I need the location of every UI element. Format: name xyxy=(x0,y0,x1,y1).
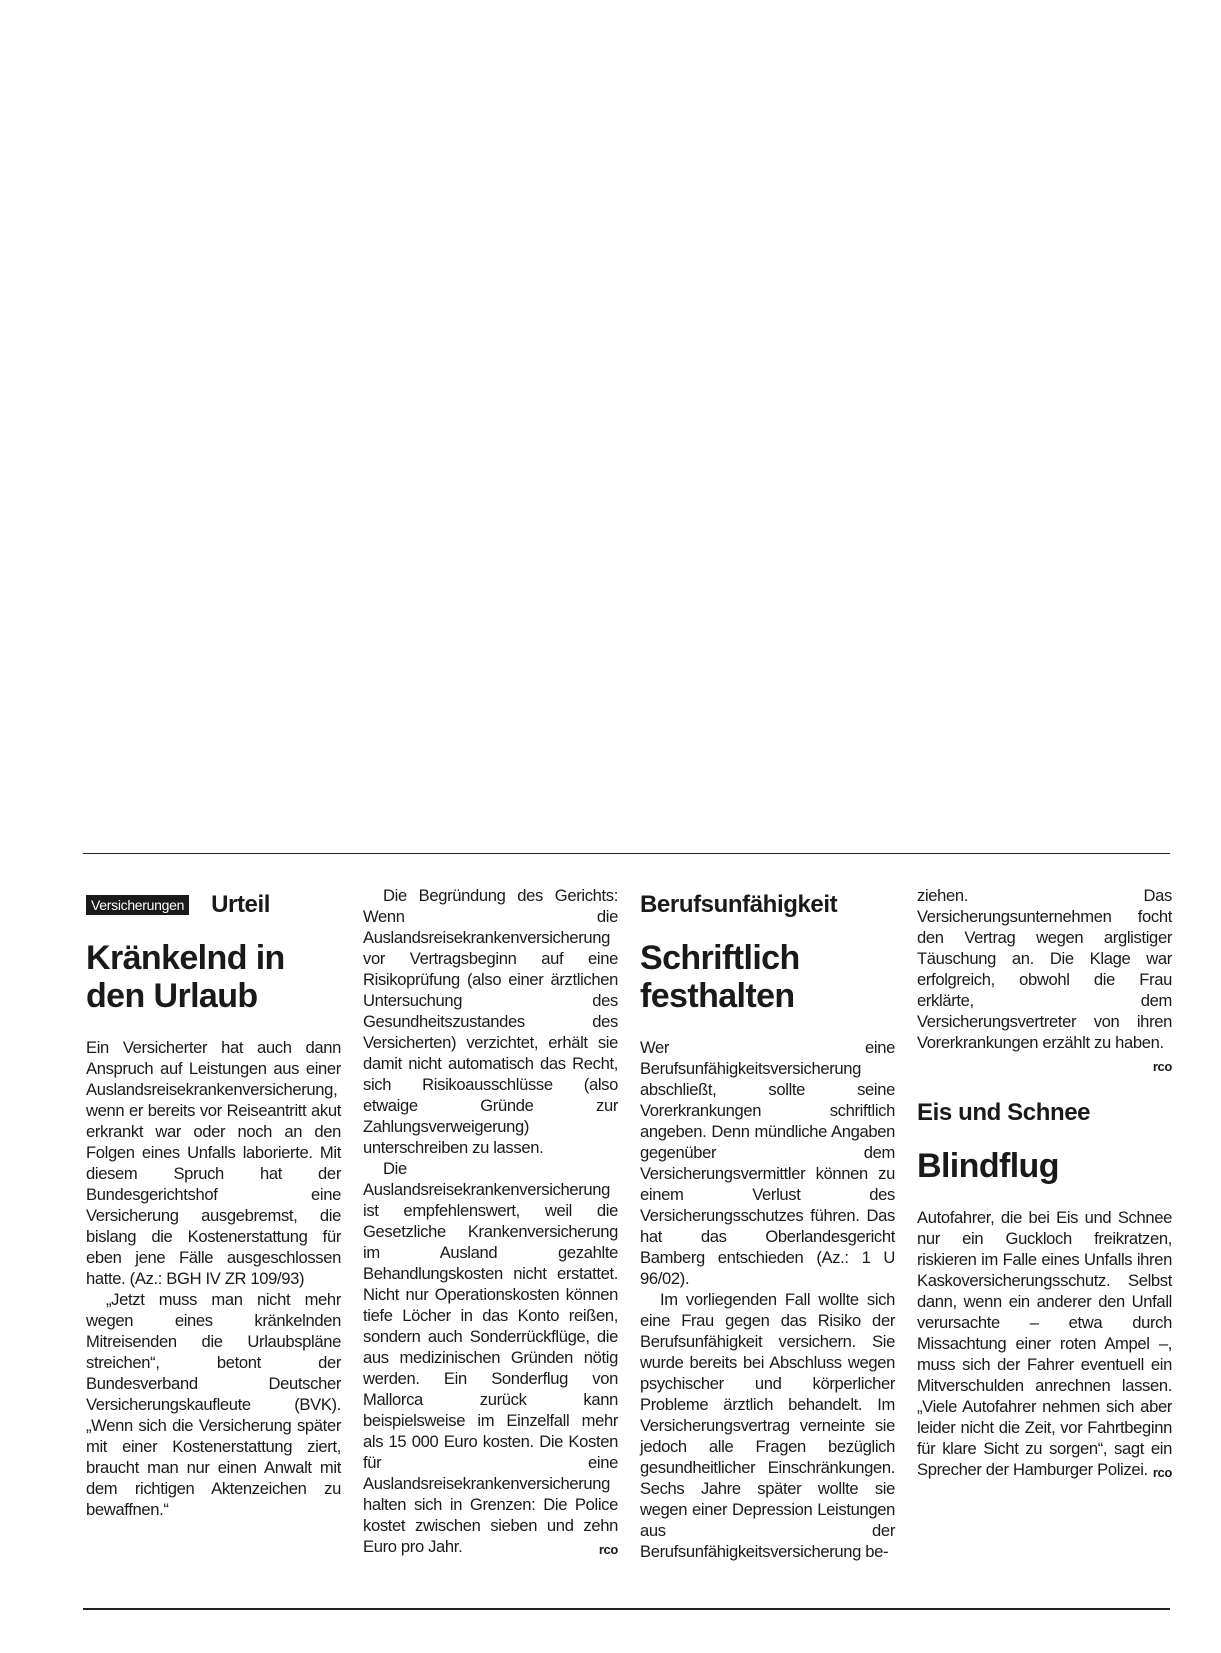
article-2-headline-line-2: festhalten xyxy=(640,977,795,1015)
column-4 xyxy=(917,885,1172,1483)
article-2-kicker: Berufsunfähigkeit xyxy=(640,891,838,918)
article-3-kicker-row xyxy=(917,1093,1172,1133)
article-3-paragraph-1-text: Autofahrer, die bei Eis und Schnee nur ein Guckloch freikratzen, riskieren im Falle eines Unfalls ihren Kaskoversicherungsschutz. Selbst dann, wenn ein anderer den Unfall verursachte – etwa durch Missachtung einer roten Ampel –, muss sich der Fahrer eventuell ein Mitverschulden anrechnen lassen. „Viele Autofahrer nehmen sich aber leider nicht die Zeit, vor Fahrtbeginn für klare Sicht zu sorgen“, sagt ein Sprecher der Hamburger Polizei. xyxy=(917,1208,1172,1479)
article-2-body-continued xyxy=(917,885,1172,1074)
column-1 xyxy=(86,885,341,1520)
article-1-paragraph-3: Die Begründung des Gerichts: Wenn die Auslandsreisekrankenversicherung vor Vertragsbeginn auf eine Risikoprüfung (also einer ärztlichen Untersuchung des Gesundheitszustandes des Versicherten) verzichtet, erhält sie damit nicht automatisch das Recht, sich Risikoausschlüsse (also etwaige Gründe zur Zahlungsverweigerung) unterschreiben zu lassen. xyxy=(363,886,618,1157)
column-3 xyxy=(640,885,895,1562)
article-1-kicker-row xyxy=(86,885,341,925)
article-2-headline-line-1: Schriftlich xyxy=(640,939,800,977)
article-2-paragraph-3-text: ziehen. Das Versicherungsunternehmen focht den Vertrag wegen arglistiger Täuschung an. Die Klage war erfolgreich, obwohl die Frau erklärte, dem Versicherungsvertreter von ihren Vorerkrankungen erzählt zu haben. xyxy=(917,886,1172,1052)
article-3-headline: Blindflug xyxy=(917,1147,1059,1185)
article-2-body xyxy=(640,1037,895,1562)
article-1-kicker: Urteil xyxy=(211,891,271,918)
bottom-divider xyxy=(83,1608,1170,1610)
article-3-paragraph-1 xyxy=(917,1207,1172,1480)
article-1-headline-line-1: Kränkelnd in xyxy=(86,939,285,977)
article-1-body-continued xyxy=(363,885,618,1557)
article-1-paragraph-4 xyxy=(363,1158,618,1557)
article-2-paragraph-3 xyxy=(917,885,1172,1074)
article-3-kicker: Eis und Schnee xyxy=(917,1099,1091,1126)
article-3-signature: rco xyxy=(1152,1465,1172,1480)
article-1-headline xyxy=(86,939,341,1015)
article-1-body xyxy=(86,1037,341,1520)
article-1-signature: rco xyxy=(598,1542,618,1557)
article-1-paragraph-2: „Jetzt muss man nicht mehr wegen eines kränkelnden Mitreisenden die Urlaubspläne streichen“, betont der Bundesverband Deutscher Versicherungskaufleute (BVK). „Wenn sich die Versicherung später mit einer Kostenerstattung ziert, braucht man nur einen Anwalt mit dem richtigen Aktenzeichen zu bewaffnen.“ xyxy=(86,1290,341,1519)
article-3-body xyxy=(917,1207,1172,1480)
article-2-paragraph-1: Wer eine Berufsunfähigkeitsversicherung abschließt, sollte seine Vorerkrankungen schriftlich angeben. Denn mündliche Angaben gegenüber dem Versicherungsvermittler können zu einem Verlust des Versicherungsschutzes führen. Das hat das Oberlandesgericht Bamberg entschieden (Az.: 1 U 96/02). xyxy=(640,1038,895,1288)
top-divider xyxy=(83,853,1170,854)
article-1-headline-line-2: den Urlaub xyxy=(86,977,258,1015)
column-2 xyxy=(363,885,618,1560)
article-2-headline xyxy=(640,939,895,1015)
article-2-signature: rco xyxy=(1152,1059,1172,1074)
section-tag: Versicherungen xyxy=(86,895,189,915)
article-2-kicker-row xyxy=(640,885,895,925)
article-2-paragraph-2: Im vorliegenden Fall wollte sich eine Frau gegen das Risiko der Berufsunfähigkeit versichern. Sie wurde bereits bei Abschluss wegen psychischer und körperlicher Probleme ärztlich behandelt. Im Versicherungsvertrag verneinte sie jedoch alle Fragen bezüglich gesundheitlicher Einschränkungen. Sechs Jahre später wollte sie wegen einer Depression Leistungen aus der Berufsunfähigkeitsversicherung be- xyxy=(640,1290,895,1561)
article-1-paragraph-4-text: Die Auslandsreisekrankenversicherung ist empfehlenswert, weil die Gesetzliche Krankenversicherung im Ausland gezahlte Behandlungskosten nicht erstattet. Nicht nur Operationskosten können tiefe Löcher in das Konto reißen, sondern auch Sonderrückflüge, die aus medizinischen Gründen nötig werden. Ein Sonderflug von Mallorca zurück kann beispielsweise im Einzelfall mehr als 15 000 Euro kosten. Die Kosten für eine Auslandsreisekrankenversicherung halten sich in Grenzen: Die Police kostet zwischen sieben und zehn Euro pro Jahr. xyxy=(363,1159,618,1556)
article-1-paragraph-1: Ein Versicherter hat auch dann Anspruch auf Leistungen aus einer Auslandsreisekrankenversicherung, wenn er bereits vor Reiseantritt akut erkrankt war oder noch an den Folgen eines Unfalls laborierte. Mit diesem Spruch hat der Bundesgerichtshof eine Versicherung ausgebremst, die bislang die Kostenerstattung für eben jene Fälle ausgeschlossen hatte. (Az.: BGH IV ZR 109/93) xyxy=(86,1038,341,1288)
